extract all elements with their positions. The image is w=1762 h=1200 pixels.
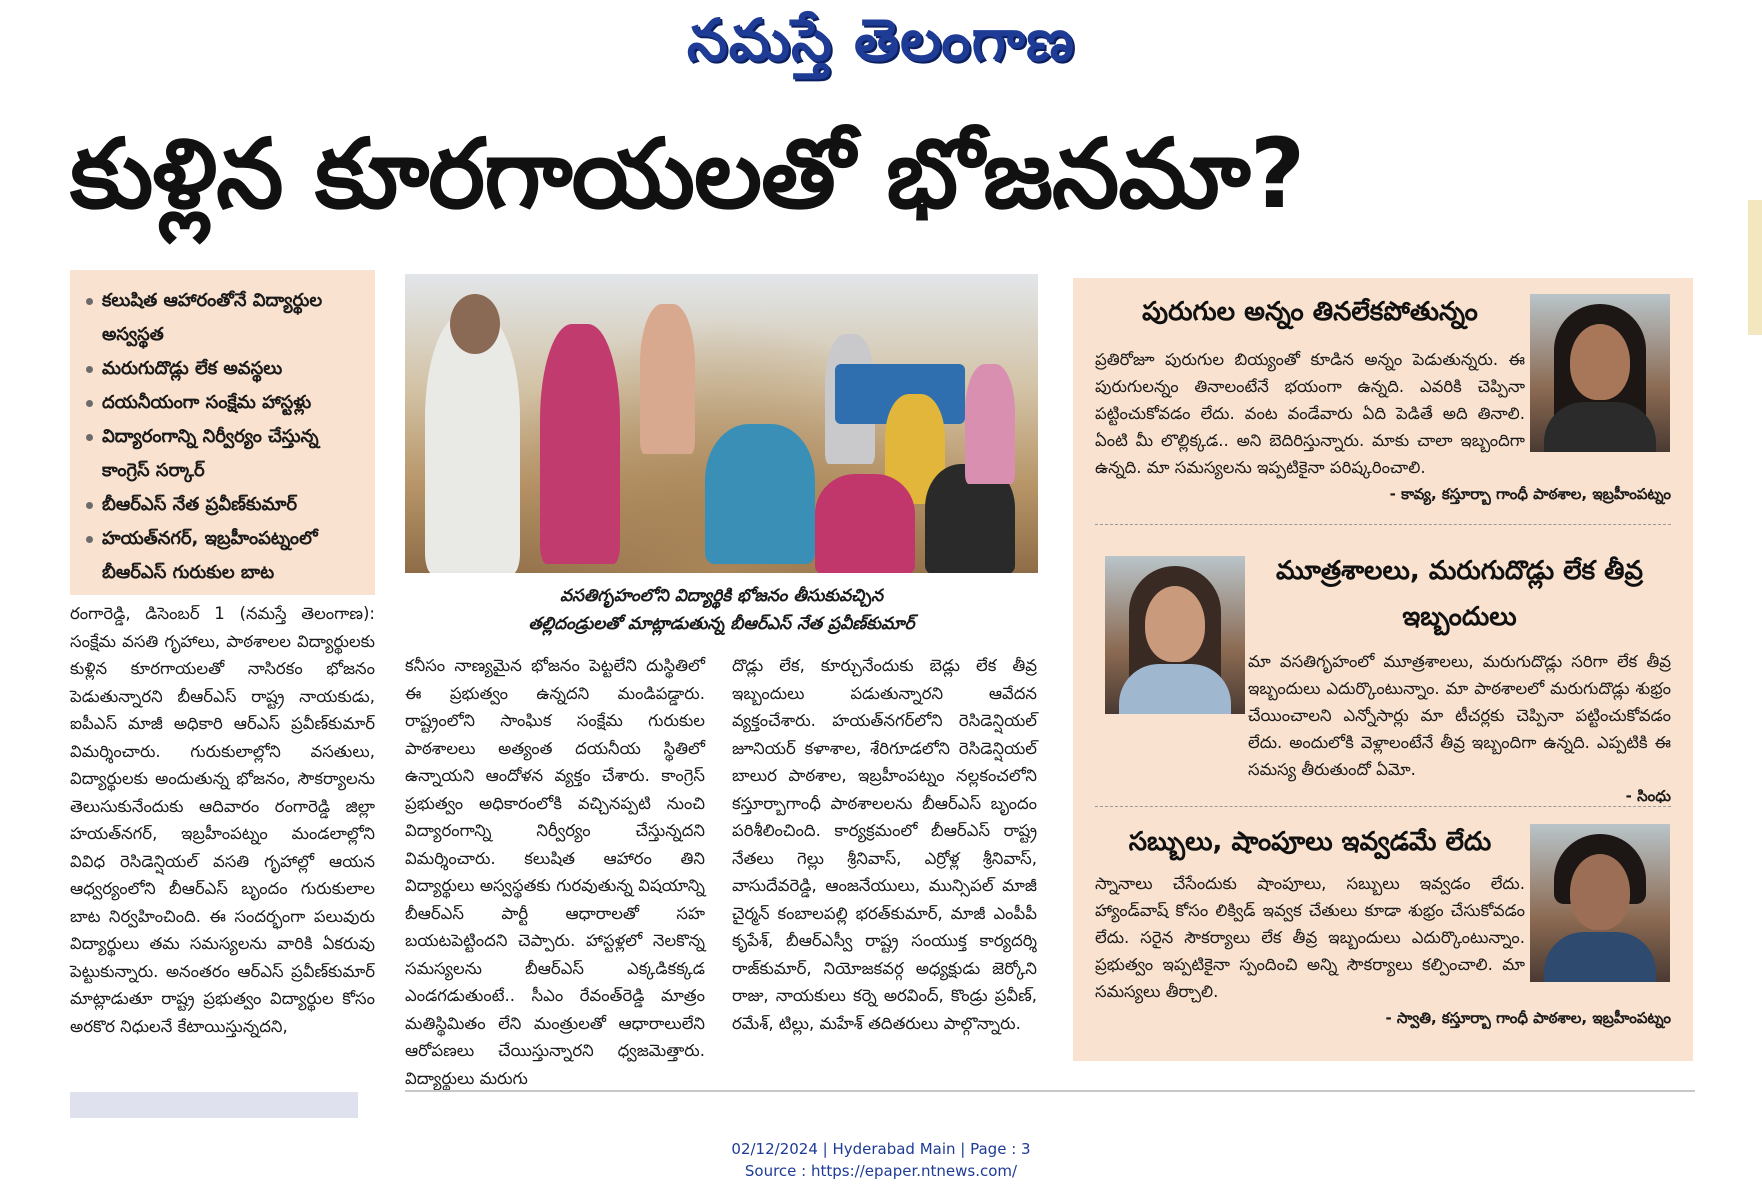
- caption-line: తల్లిదండ్రులతో మాట్లాడుతున్న బీఆర్ఎస్ నేత ప్రవీణ్‌కుమార్: [528, 614, 915, 634]
- article-column-2: [405, 652, 705, 1092]
- portrait-face: [1570, 324, 1630, 400]
- student-quotes-sidebar: [1073, 278, 1693, 1061]
- quote-body: స్నానాలు చేసేందుకు షాంపూలు, సబ్బులు ఇవ్వడం లేదు. హ్యాండ్‌వాష్ కోసం లిక్విడ్ ఇవ్వక చేతులు కూడా శుభ్రం చేసుకోవడం లేదు. సరైన సౌకర్యాలు లేక తీవ్ర ఇబ్బందులు ఎదుర్కొంటున్నాం. ప్రభుత్వం ఇప్పటికైనా స్పందించి అన్ని సౌకర్యాలు కల్పించాలి. మా సమస్యలు తీర్చాలి.: [1095, 874, 1525, 1001]
- highlight-item: దయనీయంగా సంక్షేమ హాస్టళ్లు: [82, 386, 365, 420]
- footer-source-line: Source : https://epaper.ntnews.com/: [744, 1162, 1018, 1180]
- highlight-item: విద్యారంగాన్ని నిర్వీర్యం చేస్తున్న కాంగ్రెస్ సర్కార్: [82, 420, 365, 488]
- article-text: దొడ్లు లేక, కూర్చునేందుకు బెడ్లు లేక తీవ్ర ఇబ్బందులు పడుతున్నారని ఆవేదన వ్యక్తంచేశారు. హయత్‌నగర్‌లోని రెసిడెన్షియల్ జూనియర్ కళాశాల, శేరిగూడలోని రెసిడెన్షియల్ బాలుర పాఠశాల, ఇబ్రహీంపట్నం నల్లకంచలోని కస్తూర్బాగాంధీ పాఠశాలలను బీఆర్ఎస్ బృందం పరిశీలించింది. కార్యక్రమంలో బీఆర్ఎస్ రాష్ట్ర నేతలు గెల్లు శ్రీనివాస్, ఎర్రోళ్ల శ్రీనివాస్, వాసుదేవరెడ్డి, ఆంజనేయులు, మున్సిపల్ మాజీ చైర్మన్ కంబాలపల్లి భరత్‌కుమార్, మాజీ ఎంపీపీ కృపేశ్, బీఆర్ఎస్వీ రాష్ట్ర సంయుక్త కార్యదర్శి రాజ్‌కుమార్, నియోజకవర్గ అధ్యక్షుడు జెర్కోని రాజు, నాయకులు కర్నె అరవింద్, కొండ్రు ప్రవీణ్, రమేశ్, టిల్లు, మహేశ్ తదితరులు పాల్గొన్నారు.: [732, 656, 1037, 1033]
- column-end-bar: [70, 1092, 358, 1118]
- quote-title: పురుగుల అన్నం తినలేకపోతున్నం: [1142, 297, 1478, 327]
- photo-figure: [815, 474, 915, 573]
- photo-figure: [450, 294, 500, 354]
- portrait-body: [1119, 664, 1231, 714]
- quote-block-3: [1095, 822, 1671, 1031]
- article-text: కనీసం నాణ్యమైన భోజనం పెట్టలేని దుస్థితిలో ఈ ప్రభుత్వం ఉన్నదని మండిపడ్డారు. రాష్ట్రంలోని సాంఘిక సంక్షేమ గురుకుల పాఠశాలలు అత్యంత దయనీయ స్థితిలో ఉన్నాయని ఆందోళన వ్యక్తం చేశారు. కాంగ్రెస్ ప్రభుత్వం అధికారంలోకి వచ్చినప్పటి నుంచి విద్యారంగాన్ని నిర్వీర్యం చేస్తున్నదని విమర్శించారు. కలుషిత ఆహారం తిని విద్యార్థులు అస్వస్థతకు గురవుతున్న విషయాన్ని బీఆర్ఎస్ పార్టీ ఆధారాలతో సహ బయటపెట్టిందని చెప్పారు. హాస్టళ్లలో నెలకొన్న సమస్యలను బీఆర్ఎస్ ఎక్కడికక్కడ ఎండగడుతుంటే.. సీఎం రేవంత్‌రెడ్డి మాత్రం మతిస్థిమితం లేని మంత్రులతో ఆధారాలులేని ఆరోపణలు చేయిస్తున్నారని ధ్వజమెత్తారు. విద్యార్థులు మరుగు: [405, 656, 705, 1088]
- highlight-item: మరుగుదొడ్లు లేక అవస్థలు: [82, 352, 365, 386]
- adjacent-article-edge: [1748, 200, 1762, 335]
- portrait-face: [1145, 586, 1205, 662]
- quote-signature: - కావ్య, కస్తూర్బా గాంధీ పాఠశాల, ఇబ్రహీంపట్నం: [1389, 485, 1671, 503]
- headline: కుళ్లిన కూరగాయలతో భోజనమా?: [70, 118, 1305, 230]
- article-column-1: [70, 600, 375, 1040]
- photo-figure: [965, 364, 1015, 484]
- quote-divider: [1095, 524, 1671, 525]
- article-column-3: [732, 652, 1037, 1037]
- portrait-body: [1544, 402, 1656, 452]
- article-text: రంగారెడ్డి, డిసెంబర్ 1 (నమస్తే తెలంగాణ): సంక్షేమ వసతి గృహాలు, పాఠశాలల విద్యార్థులకు కుళ్లిన కూరగాయలతో నాసిరకం భోజనం పెడుతున్నారని బీఆర్ఎస్ రాష్ట్ర నాయకుడు, ఐపీఎస్ మాజీ అధికారి ఆర్ఎస్ ప్రవీణ్‌కుమార్ విమర్శించారు. గురుకులాల్లోని వసతులు, విద్యార్థులకు అందుతున్న భోజనం, సౌకర్యాలను తెలుసుకునేందుకు ఆదివారం రంగారెడ్డి జిల్లా హయత్‌నగర్, ఇబ్రహీంపట్నం మండలాల్లోని వివిధ రెసిడెన్షియల్ వసతి గృహాల్లో ఆయన ఆధ్వర్యంలోని బీఆర్ఎస్ బృందం గురుకులాల బాట నిర్వహించింది. ఈ సందర్భంగా పలువురు విద్యార్థులు తమ సమస్యలను వారికి ఏకరువు పెట్టుకున్నారు. అనంతరం ఆర్ఎస్ ప్రవీణ్‌కుమార్ మాట్లాడుతూ రాష్ట్ర ప్రభుత్వం విద్యార్థుల కోసం అరకొర నిధులనే కేటాయిస్తున్నదని,: [70, 604, 375, 1036]
- portrait-photo: [1530, 824, 1670, 982]
- quote-signature: - సింధు: [1625, 787, 1671, 805]
- highlight-item: బీఆర్ఎస్ నేత ప్రవీణ్‌కుమార్: [82, 488, 365, 522]
- highlights-box: [70, 270, 375, 595]
- caption-line: వసతిగృహంలోని విద్యార్థికి భోజనం తీసుకువచ్చిన: [559, 586, 884, 606]
- masthead-logo: నమస్తే తెలంగాణ: [687, 6, 1075, 74]
- portrait-photo: [1530, 294, 1670, 452]
- quote-body: ప్రతిరోజూ పురుగుల బియ్యంతో కూడిన అన్నం పెడుతున్నరు. ఈ పురుగులన్నం తినాలంటేనే భయంగా ఉన్నది. ఎవరికి చెప్పినా పట్టించుకోవడం లేదు. వంట వండేవారు ఏది పెడితే అది తినాలి. ఏంటి మీ లొల్లిక్కడ.. అని బెదిరిస్తున్నారు. మాకు చాలా ఇబ్బందిగా ఉన్నది. మా సమస్యలను ఇప్పటికైనా పరిష్కరించాలి.: [1095, 350, 1525, 477]
- photo-figure: [540, 324, 620, 564]
- portrait-face: [1570, 854, 1630, 930]
- photo-figure: [705, 424, 815, 564]
- quote-title: మూత్రశాలలు, మరుగుదొడ్లు లేక తీవ్ర ఇబ్బందులు: [1276, 556, 1643, 632]
- quote-block-2-body: [1248, 648, 1671, 809]
- highlight-item: హయత్‌నగర్, ఇబ్రహీంపట్నంలో బీఆర్ఎస్ గురుకుల బాట: [82, 522, 365, 590]
- quote-block-1: [1095, 292, 1671, 507]
- portrait-body: [1544, 932, 1656, 982]
- photo-caption: [405, 582, 1038, 638]
- quote-block-2: [1248, 548, 1671, 640]
- quote-divider: [1095, 806, 1671, 807]
- footer-date-line: 02/12/2024 | Hyderabad Main | Page : 3: [731, 1140, 1031, 1158]
- highlight-item: కలుషిత ఆహారంతోనే విద్యార్థుల అస్వస్థత: [82, 284, 365, 352]
- quote-signature: - స్వాతి, కస్తూర్బా గాంధీ పాఠశాల, ఇబ్రహీంపట్నం: [1385, 1009, 1671, 1027]
- quote-body: మా వసతిగృహంలో మూత్రశాలలు, మరుగుదొడ్లు సరిగా లేక తీవ్ర ఇబ్బందులు ఎదుర్కొంటున్నాం. మా పాఠశాలలో మరుగుదొడ్లు శుభ్రం చేయించాలని ఎన్నోసార్లు మా టీచర్లకు చెప్పినా పట్టించుకోవడం లేదు. అందులోకి వెళ్లాలంటేనే తీవ్ర ఇబ్బందిగా ఉన్నది. ఎప్పటికి ఈ సమస్య తీరుతుందో ఏమో.: [1248, 652, 1671, 779]
- page-rule: [405, 1090, 1695, 1092]
- photo-figure: [640, 304, 695, 454]
- portrait-photo: [1105, 556, 1245, 714]
- quote-title: సబ్బులు, షాంపూలు ఇవ్వడమే లేదు: [1128, 827, 1492, 857]
- news-photo: [405, 274, 1038, 573]
